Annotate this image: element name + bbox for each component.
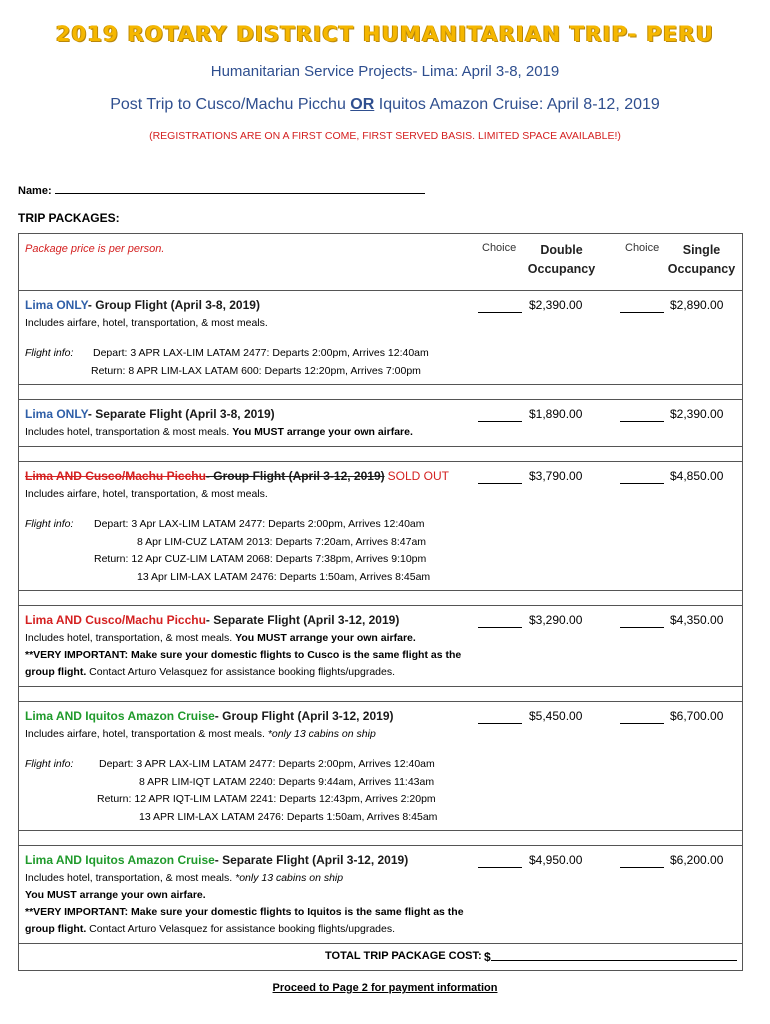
package-location: Lima AND Iquitos Amazon Cruise — [25, 709, 215, 723]
page-title: 2019 ROTARY DISTRICT HUMANITARIAN TRIP- PERU — [55, 22, 715, 46]
total-field[interactable] — [484, 949, 737, 964]
flight-line: Depart: 3 Apr LAX-LIM LATAM 2477: Departs 2:00pm, Arrives 12:40am — [94, 518, 425, 530]
choice-single-field[interactable] — [620, 723, 664, 724]
row-spacer — [19, 447, 742, 462]
includes-italic: *only 13 cabins on ship — [235, 872, 344, 884]
row-spacer — [19, 831, 742, 846]
package-row-cusco-group — [19, 462, 742, 591]
package-row-iquitos-group — [19, 702, 742, 831]
package-location: Lima ONLY — [25, 407, 88, 421]
flight-info — [19, 748, 742, 830]
post-trip-or: OR — [350, 96, 375, 113]
flight-line: Return: 12 Apr CUZ-LIM LATAM 2068: Departs 7:38pm, Arrives 9:10pm — [94, 553, 427, 565]
important-note — [25, 647, 465, 681]
subtitle-post-trip — [0, 96, 770, 114]
choice-single-field[interactable] — [620, 421, 664, 422]
must-arrange-airfare: You MUST arrange your own airfare. — [25, 889, 206, 901]
price-single: $6,200.00 — [670, 853, 724, 867]
post-trip-cusco: Post Trip to Cusco/Machu Picchu — [110, 96, 346, 113]
flight-line: Return: 8 APR LIM-LAX LATAM 600: Departs 12:20pm, Arrives 7:00pm — [91, 364, 421, 377]
flight-info-label: Flight info: — [25, 758, 74, 770]
flight-line: 13 Apr LIM-LAX LATAM 2476: Departs 1:50am, Arrives 8:45am — [137, 570, 431, 583]
includes-bold: You MUST arrange your own airfare. — [232, 426, 413, 438]
includes-text: Includes airfare, hotel, transportation & most meals. — [25, 728, 265, 740]
sold-out-badge: SOLD OUT — [387, 469, 450, 483]
package-includes — [25, 424, 742, 441]
choice-single-field[interactable] — [620, 483, 664, 484]
price-double: $3,290.00 — [529, 613, 583, 627]
double-header-line1: Double — [540, 243, 583, 257]
package-includes — [25, 630, 742, 647]
row-spacer — [19, 385, 742, 400]
single-header-line1: Single — [682, 243, 721, 257]
package-title-text: - Separate Flight (April 3-12, 2019) — [214, 853, 409, 867]
includes-text: Includes hotel, transportation & most meals. — [25, 426, 230, 438]
package-title-text: - Group Flight (April 3-8, 2019) — [87, 298, 260, 312]
price-double: $5,450.00 — [529, 709, 583, 723]
choice-double-field[interactable] — [478, 867, 522, 868]
trip-packages-heading: TRIP PACKAGES: — [18, 211, 120, 225]
package-title-text: - Group Flight (April 3-12, 2019) — [205, 469, 385, 483]
package-title-text: - Separate Flight (April 3-8, 2019) — [87, 407, 275, 421]
package-location: Lima AND Cusco/Machu Picchu — [25, 469, 206, 483]
choice-double-field[interactable] — [478, 723, 522, 724]
row-spacer — [19, 687, 742, 702]
package-title-text: - Separate Flight (April 3-12, 2019) — [205, 613, 400, 627]
important-note-rest: Contact Arturo Velasquez for assistance booking flights/upgrades. — [89, 923, 396, 935]
table-header-row — [19, 234, 742, 291]
important-note-rest: Contact Arturo Velasquez for assistance booking flights/upgrades. — [89, 666, 396, 678]
single-header-line2: Occupancy — [667, 262, 736, 276]
price-single: $4,350.00 — [670, 613, 724, 627]
choice-double-field[interactable] — [478, 421, 522, 422]
important-note-bold: **VERY IMPORTANT: Make sure your domestic flights to Cusco is the same flight as the group flight. — [25, 649, 462, 678]
price-single: $4,850.00 — [670, 469, 724, 483]
package-includes — [25, 726, 742, 743]
total-label: TOTAL TRIP PACKAGE COST: — [325, 950, 482, 962]
single-occupancy-header — [664, 241, 739, 279]
choice-header-single: Choice — [625, 242, 660, 254]
package-row-iquitos-separate — [19, 846, 742, 944]
price-single: $2,390.00 — [670, 407, 724, 421]
includes-italic: *only 13 cabins on ship — [267, 728, 376, 740]
package-includes: Includes airfare, hotel, transportation, & most meals. — [25, 317, 268, 329]
includes-text: Includes hotel, transportation, & most meals. — [25, 632, 233, 644]
name-row — [18, 183, 425, 197]
choice-double-field[interactable] — [478, 312, 522, 313]
price-single: $6,700.00 — [670, 709, 724, 723]
choice-double-field[interactable] — [478, 483, 522, 484]
total-row — [19, 944, 742, 970]
choice-header-double: Choice — [482, 242, 517, 254]
package-price-note: Package price is per person. — [25, 243, 165, 255]
flight-line: 13 APR LIM-LAX LATAM 2476: Departs 1:50am, Arrives 8:45am — [139, 810, 438, 823]
price-double: $1,890.00 — [529, 407, 583, 421]
flight-info-label: Flight info: — [25, 518, 74, 530]
flight-info — [19, 508, 742, 590]
choice-single-field[interactable] — [620, 627, 664, 628]
registration-notice: (REGISTRATIONS ARE ON A FIRST COME, FIRST SERVED BASIS. LIMITED SPACE AVAILABLE!) — [149, 130, 621, 142]
package-includes: Includes airfare, hotel, transportation, & most meals. — [25, 488, 268, 500]
flight-info — [19, 337, 742, 384]
subtitle-service-projects: Humanitarian Service Projects- Lima: April 3-8, 2019 — [210, 63, 560, 80]
includes-text: Includes hotel, transportation, & most meals. — [25, 872, 233, 884]
flight-line: 8 Apr LIM-CUZ LATAM 2013: Departs 7:20am, Arrives 8:47am — [137, 535, 427, 548]
post-trip-iquitos: Iquitos Amazon Cruise: April 8-12, 2019 — [378, 96, 660, 113]
flight-line: Depart: 3 APR LAX-LIM LATAM 2477: Departs 2:00pm, Arrives 12:40am — [93, 347, 429, 359]
price-double: $2,390.00 — [529, 298, 583, 312]
choice-single-field[interactable] — [620, 312, 664, 313]
price-single: $2,890.00 — [670, 298, 724, 312]
proceed-to-page-2: Proceed to Page 2 for payment information — [272, 982, 498, 994]
package-row-lima-group — [19, 291, 742, 385]
name-label: Name: — [18, 185, 52, 197]
double-header-line2: Occupancy — [527, 262, 596, 276]
important-note — [25, 904, 470, 938]
total-currency: $ — [484, 950, 491, 964]
choice-single-field[interactable] — [620, 867, 664, 868]
row-spacer — [19, 591, 742, 606]
package-includes — [25, 870, 742, 887]
includes-bold: You MUST arrange your own airfare. — [235, 632, 416, 644]
package-location: Lima AND Iquitos Amazon Cruise — [25, 853, 215, 867]
choice-double-field[interactable] — [478, 627, 522, 628]
flight-line: Depart: 3 APR LAX-LIM LATAM 2477: Departs 2:00pm, Arrives 12:40am — [99, 758, 435, 770]
package-location: Lima AND Cusco/Machu Picchu — [25, 613, 206, 627]
price-double: $4,950.00 — [529, 853, 583, 867]
package-row-cusco-separate — [19, 606, 742, 687]
package-row-lima-separate — [19, 400, 742, 447]
package-title-text: - Group Flight (April 3-12, 2019) — [214, 709, 394, 723]
flight-info-label: Flight info: — [25, 347, 74, 359]
flight-line: 8 APR LIM-IQT LATAM 2240: Departs 9:44am, Arrives 11:43am — [139, 775, 435, 788]
name-field[interactable] — [55, 183, 425, 194]
flight-line: Return: 12 APR IQT-LIM LATAM 2241: Departs 12:43pm, Arrives 2:20pm — [97, 793, 436, 805]
package-location: Lima ONLY — [25, 298, 88, 312]
packages-table — [18, 233, 743, 971]
double-occupancy-header — [524, 241, 599, 279]
important-note-bold: **VERY IMPORTANT: Make sure your domestic flights to Iquitos is the same flight as the group flight. — [25, 906, 464, 935]
total-blank[interactable] — [491, 949, 737, 961]
price-double: $3,790.00 — [529, 469, 583, 483]
